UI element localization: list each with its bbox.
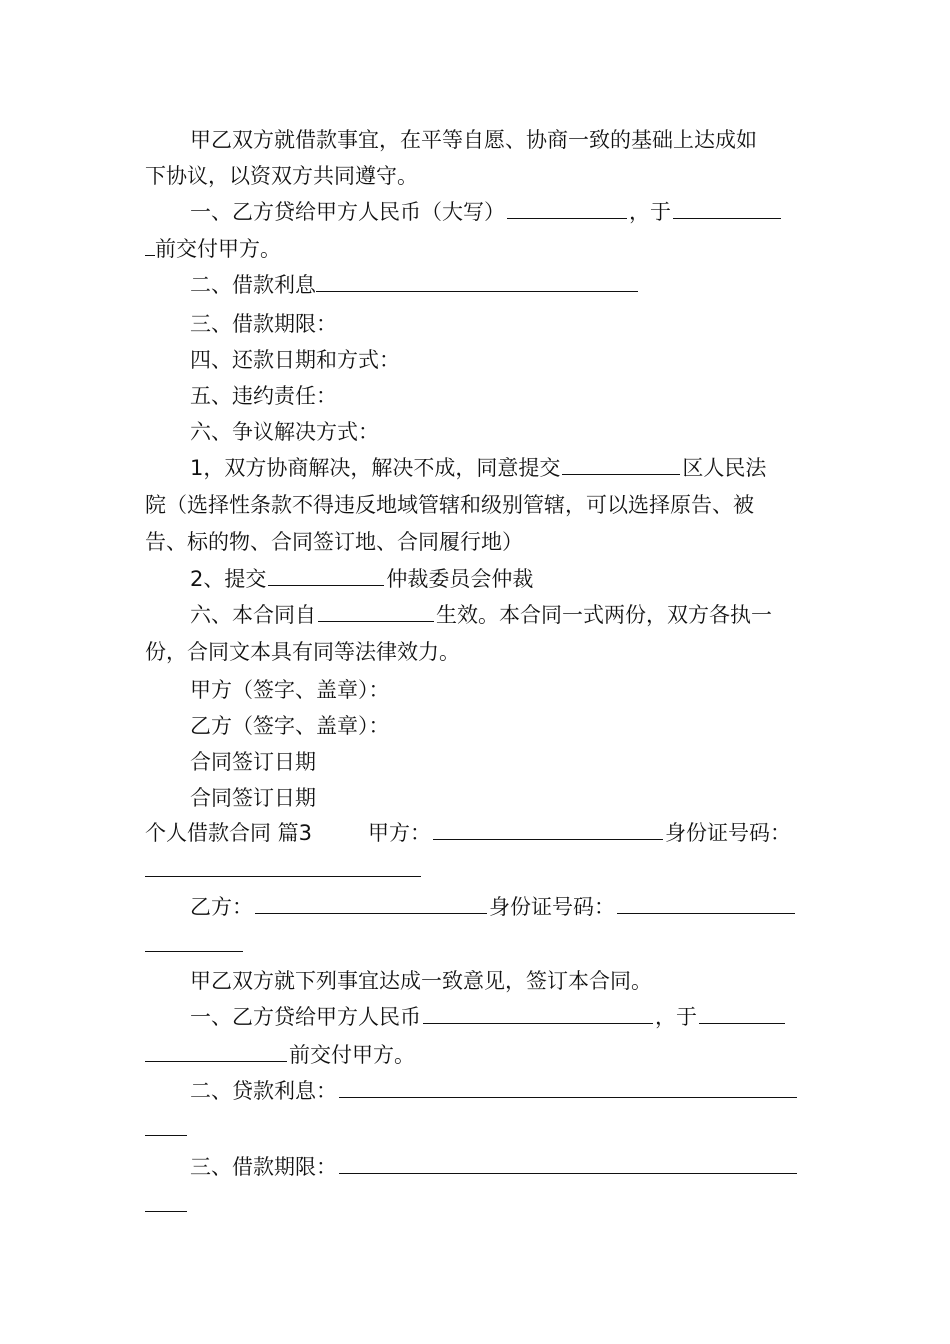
loan-interest-blank — [339, 1077, 797, 1098]
clause-text: 二、贷款利息： — [190, 1079, 337, 1103]
clause-5-line: 五、违约责任： — [190, 384, 337, 408]
clause-text: 身份证号码： — [489, 895, 615, 919]
clause-text: 2、提交 — [190, 567, 267, 591]
party-b-id-blank-cont — [145, 931, 243, 952]
loan-date-blank — [699, 1003, 785, 1024]
loan-clause-2-cont — [145, 1115, 187, 1145]
paragraph-line: 告、标的物、合同签订地、合同履行地） — [145, 530, 523, 554]
date-blank — [673, 198, 781, 219]
paragraph-line: 份，合同文本具有同等法律效力。 — [145, 640, 460, 664]
loan-term-blank-cont — [145, 1191, 187, 1212]
party-a-id-line — [145, 856, 421, 886]
clause-1-line — [190, 198, 783, 228]
loan-interest-blank-cont — [145, 1115, 187, 1136]
signing-date: 合同签订日期 — [190, 786, 316, 810]
clause-1-line-cont — [145, 235, 281, 265]
party-a-name-blank — [433, 819, 663, 840]
party-b-name-blank — [255, 893, 487, 914]
clause-text: 甲方： — [368, 821, 431, 845]
loan-amount-blank — [423, 1003, 653, 1024]
clause-3-line: 三、借款期限： — [190, 312, 337, 336]
signing-date: 合同签订日期 — [190, 750, 316, 774]
clause-text: 生效。本合同一式两份，双方各执一 — [436, 603, 772, 627]
clause-text: ，于 — [655, 1005, 697, 1029]
interest-blank — [316, 271, 638, 292]
clause-text: 六、本合同自 — [190, 603, 316, 627]
amount-blank — [507, 198, 627, 219]
loan-clause-3-cont — [145, 1191, 187, 1221]
clause-text: 一、乙方贷给甲方人民币 — [190, 1005, 421, 1029]
party-b-id-line — [145, 931, 243, 961]
loan-term-blank — [339, 1153, 797, 1174]
section-heading: 个人借款合同 篇3 — [145, 821, 313, 845]
clause-4-line: 四、还款日期和方式： — [190, 348, 400, 372]
clause-text: 前交付甲方。 — [289, 1043, 415, 1067]
clause-text: 三、借款期限： — [190, 1155, 337, 1179]
party-b-id-blank — [617, 893, 795, 914]
effective-date-blank — [318, 601, 434, 622]
clause-text: ，于 — [629, 200, 671, 224]
paragraph-line: 甲乙双方就下列事宜达成一致意见，签订本合同。 — [190, 969, 652, 993]
paragraph-line: 下协议，以资双方共同遵守。 — [145, 164, 418, 188]
paragraph-line: 院（选择性条款不得违反地域管辖和级别管辖，可以选择原告、被 — [145, 493, 754, 517]
clause-text: 身份证号码： — [665, 821, 791, 845]
arbitration-blank — [268, 565, 384, 586]
effective-clause — [190, 601, 772, 631]
dispute-option-2 — [190, 565, 533, 595]
clause-text: 前交付甲方。 — [155, 237, 281, 261]
clause-text: 一、乙方贷给甲方人民币（大写） — [190, 200, 505, 224]
dispute-option-1 — [190, 454, 766, 484]
party-b-line — [190, 893, 797, 923]
clause-text: 区人民法 — [682, 456, 767, 480]
clause-text: 仲裁委员会仲裁 — [386, 567, 534, 591]
clause-text: 乙方： — [190, 895, 253, 919]
clause-6-line: 六、争议解决方式： — [190, 420, 379, 444]
loan-date-blank-cont — [145, 1041, 287, 1062]
paragraph-line: 甲乙双方就借款事宜，在平等自愿、协商一致的基础上达成如 — [190, 128, 757, 152]
loan-clause-1 — [190, 1003, 787, 1033]
party-a-id-blank — [145, 856, 421, 877]
loan-clause-3 — [190, 1153, 799, 1183]
court-blank — [562, 454, 680, 475]
loan-clause-1-cont — [145, 1041, 415, 1071]
clause-text: 二、借款利息 — [190, 273, 316, 297]
clause-2-line — [190, 271, 640, 301]
date-blank-cont — [145, 235, 155, 256]
party-b-signature: 乙方（签字、盖章）： — [190, 714, 390, 738]
party-a-signature: 甲方（签字、盖章）： — [190, 678, 390, 702]
loan-clause-2 — [190, 1077, 799, 1107]
clause-text: 1，双方协商解决，解决不成，同意提交 — [190, 456, 561, 480]
party-a-line — [368, 819, 791, 849]
